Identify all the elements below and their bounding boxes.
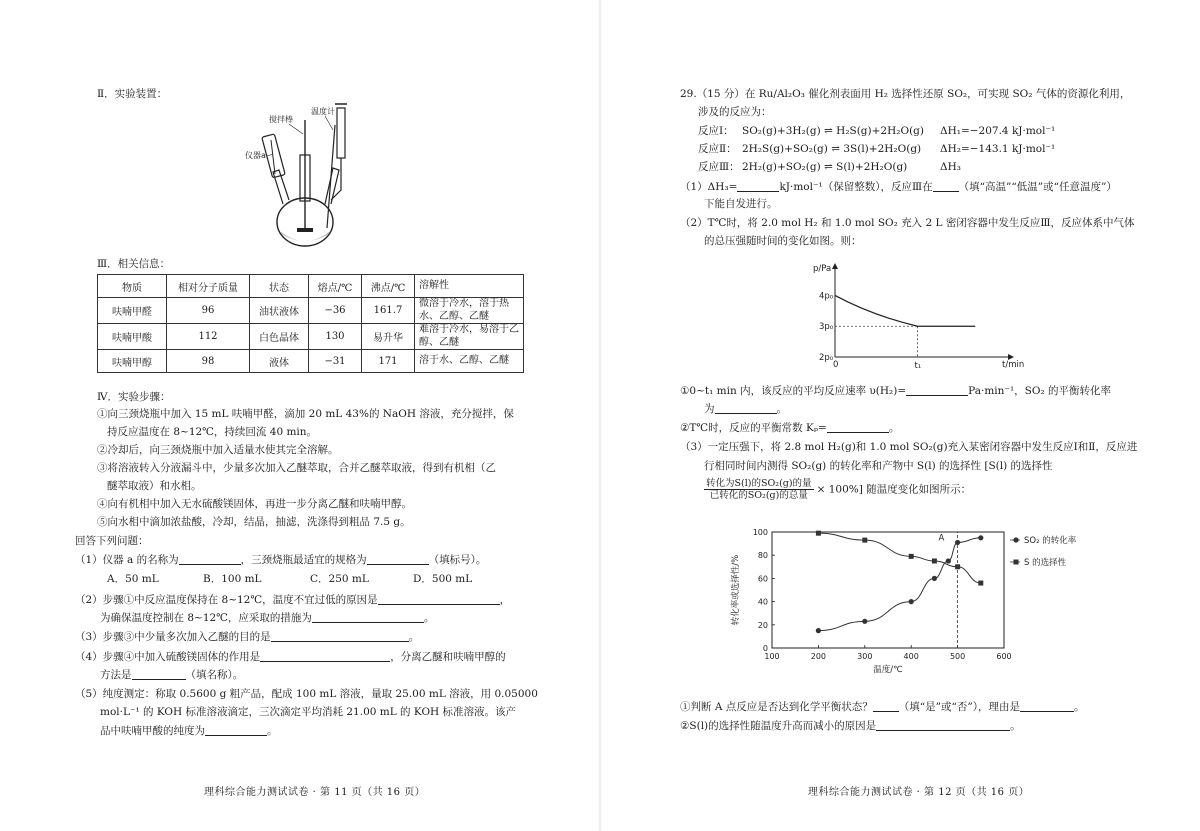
fraction-tail: × 100%] 随温度变化如图所示：: [816, 483, 972, 496]
answer-blank[interactable]: [737, 180, 779, 192]
answer-blank[interactable]: [205, 724, 267, 736]
answer-title: 回答下列问题：: [75, 535, 149, 547]
step-line: 醚萃取液）和水相。: [107, 480, 202, 492]
conversion-line: [818, 538, 980, 631]
p1-text-c: （填“高温”“低温”或“任意温度”）: [958, 181, 1117, 193]
p3q2-text: ②S(l)的选择性随温度升高而减小的原因是: [680, 720, 877, 732]
option-c: C．250 mL: [310, 573, 369, 585]
y-axis-arrow: [832, 263, 838, 269]
y-axis-label: p/Pa: [813, 264, 832, 274]
table-header-row: [98, 275, 524, 298]
selectivity-fraction: [704, 478, 971, 502]
p2q1-text: ①0~t₁ min 内，该反应的平均反应速率 υ(H₂)=: [680, 385, 907, 397]
answer-blank[interactable]: [378, 593, 500, 605]
x-tick-label: 200: [810, 652, 827, 661]
table-cell: 白色晶体: [250, 324, 309, 350]
reaction-1-enthalpy: ΔH₁=−207.4 kJ·mol⁻¹: [940, 125, 1056, 137]
p3q1-text: ①判断 A 点反应是否达到化学平衡状态？: [680, 701, 873, 713]
p2q2-text: ②T℃时，反应的平衡常数 Kₚ=: [680, 422, 827, 434]
conversion-point: [862, 619, 867, 624]
conversion-point: [909, 599, 914, 604]
x-axis-label: 温度/℃: [873, 665, 903, 675]
x-tick-label: 0: [833, 360, 839, 370]
table-cell: 98: [167, 350, 250, 373]
answer-blank[interactable]: [260, 650, 390, 662]
option-a: A．50 mL: [107, 573, 159, 585]
answer-blank[interactable]: [906, 384, 968, 396]
reaction-1-name: 反应Ⅰ：: [698, 125, 734, 137]
part-3-q2: ②S(l)的选择性随温度升高而减小的原因是 。: [680, 720, 1021, 732]
label-instrument-a: 仪器a: [245, 151, 266, 160]
p1-text: （1）ΔH₃=: [680, 181, 738, 193]
q29-intro: 29.（15 分）在 Ru/Al₂O₃ 催化剂表面用 H₂ 选择性还原 SO₂，可实现 SO₂ 气体的资源化利用，: [680, 88, 1131, 100]
answer-blank[interactable]: [367, 553, 429, 565]
part-3: （3）一定压强下，将 2.8 mol H₂(g)和 1.0 mol SO₂(g)充入某密闭容器中发生反应Ⅰ和Ⅱ，反应进: [680, 441, 1138, 453]
answer-blank[interactable]: [715, 402, 777, 414]
selectivity-point: [816, 531, 821, 536]
part-1: [680, 180, 1117, 194]
section-info-title: Ⅲ．相关信息：: [97, 258, 171, 270]
table-cell: 难溶于冷水，易溶于乙醇、乙醚: [415, 324, 524, 350]
part-2: （2）T℃时，将 2.0 mol H₂ 和 1.0 mol SO₂ 充入 2 L 密闭容器中发生反应Ⅲ，反应体系中气体: [680, 217, 1135, 229]
table-cell: −31: [309, 350, 362, 373]
table-cell: 171: [362, 350, 415, 373]
y-tick-label: 100: [752, 528, 768, 537]
x-tick-label: 100: [764, 652, 780, 661]
point-a-label: A: [938, 533, 945, 544]
selectivity-point: [932, 559, 937, 564]
reaction-1-equation: SO₂(g)+3H₂(g) ⇌ H₂S(g)+2H₂O(g): [742, 125, 924, 137]
q4-text-b: ，分离乙醚和呋喃甲醇的: [390, 651, 506, 663]
page-footer: 理科综合能力测试试卷 · 第 12 页（共 16 页）: [808, 787, 1030, 798]
option-d: D．500 mL: [413, 573, 473, 585]
y-tick-label: 0: [762, 644, 768, 653]
selectivity-point: [909, 554, 914, 559]
p2q1-text-c: 为: [704, 403, 715, 415]
step-line: ⑤向水相中滴加浓盐酸，冷却，结晶，抽滤，洗涤得到粗品 7.5 g。: [97, 516, 411, 528]
reaction-3-name: 反应Ⅲ：: [698, 161, 740, 173]
answer-blank[interactable]: [312, 611, 424, 623]
table-cell: 96: [167, 298, 250, 324]
answer-blank[interactable]: [933, 180, 959, 192]
answer-blank[interactable]: [132, 668, 186, 680]
conversion-point: [955, 540, 960, 545]
label-stirrer: 搅拌棒: [269, 115, 293, 124]
y-tick-label: 80: [757, 551, 768, 561]
reaction-2-name: 反应Ⅱ：: [698, 143, 737, 155]
pressure-curve: [835, 295, 975, 326]
q4-text-c: 方法是: [100, 669, 132, 681]
apparatus-diagram: [245, 100, 385, 250]
step-line: ③将溶液转入分液漏斗中，少量多次加入乙醚萃取，合并乙醚萃取液，得到有机相（乙: [97, 462, 496, 474]
page-footer: 理科综合能力测试试卷 · 第 11 页（共 16 页）: [204, 787, 426, 798]
y-tick-label: 2p₀: [819, 353, 834, 363]
q29-intro-2: 涉及的反应为：: [698, 106, 772, 118]
part-2-cont: 的总压强随时间的变化如图。则：: [704, 235, 862, 247]
selectivity-point: [862, 538, 867, 543]
step-line: 持反应温度在 8~12℃，持续回流 40 min。: [107, 426, 318, 438]
y-tick-label: 20: [757, 620, 768, 630]
table-header: 溶解性: [415, 275, 524, 298]
question-5: （5）纯度测定：称取 0.5600 g 粗产品，配成 100 mL 溶液，量取 25.00 mL 溶液，用 0.05000: [75, 688, 538, 700]
x-tick-label: 400: [903, 652, 919, 661]
section-steps-title: Ⅳ．实验步骤：: [97, 391, 171, 403]
part-2-q2: ②T℃时，反应的平衡常数 Kₚ= 。: [680, 422, 900, 434]
table-cell: 溶于水、乙醇、乙醚: [415, 350, 524, 373]
table-cell: 微溶于冷水，溶于热水、乙醇、乙醚: [415, 298, 524, 324]
x-tick-label: t₁: [914, 361, 922, 371]
selectivity-point: [978, 581, 983, 586]
legend-marker: [1014, 560, 1019, 565]
table-row: [98, 324, 524, 350]
selectivity-point: [955, 564, 960, 569]
answer-blank[interactable]: [179, 553, 241, 565]
conversion-point: [946, 558, 951, 563]
reaction-2-enthalpy: ΔH₂=−143.1 kJ·mol⁻¹: [940, 143, 1056, 155]
y-tick-label: 3p₀: [819, 322, 834, 333]
table-header: 熔点/℃: [309, 275, 362, 298]
conversion-point: [816, 628, 821, 633]
table-cell: 液体: [250, 350, 309, 373]
q4-text: （4）步骤④中加入硫酸镁固体的作用是: [75, 651, 261, 663]
p1-text-b: kJ·mol⁻¹（保留整数），反应Ⅲ在: [779, 181, 933, 193]
conversion-point: [932, 576, 937, 581]
option-b: B．100 mL: [203, 573, 262, 585]
x-tick-label: 300: [857, 652, 873, 661]
answer-blank[interactable]: [271, 630, 409, 642]
table-cell: 呋喃甲醇: [98, 350, 167, 373]
label-thermometer: 温度计: [311, 107, 335, 116]
legend-label: SO₂ 的转化率: [1024, 536, 1077, 546]
table-cell: 油状液体: [250, 298, 309, 324]
table-cell: 161.7: [362, 298, 415, 324]
conversion-selectivity-chart: [728, 520, 1077, 688]
question-1: [75, 553, 486, 567]
right-page: [600, 0, 1200, 831]
fraction-denominator: 已转化的SO₂(g)的总量: [709, 490, 808, 502]
part-1-cont: 下能自发进行。: [704, 198, 778, 210]
question-2: （2）步骤①中反应温度保持在 8~12℃，温度不宜过低的原因是 ，: [75, 594, 511, 606]
part-2-q1: [680, 384, 1111, 398]
q1-text: （1）仪器 a 的名称为: [75, 554, 179, 566]
answer-blank[interactable]: [876, 719, 1010, 731]
answer-blank[interactable]: [1020, 700, 1074, 712]
part-3-q1: ①判断 A 点反应是否达到化学平衡状态？ （填“是”或“否”），理由是 。: [680, 701, 1085, 713]
q5-text-c: 品中呋喃甲酸的纯度为: [100, 725, 205, 737]
conversion-point: [978, 535, 983, 540]
table-cell: −36: [309, 298, 362, 324]
reaction-3-equation: 2H₂(g)+SO₂(g) ⇌ S(l)+2H₂O(g): [742, 161, 908, 173]
section-apparatus-title: Ⅱ．实验装置：: [97, 88, 168, 100]
table-row: [98, 298, 524, 324]
answer-blank[interactable]: [827, 421, 889, 433]
p3q1-text-b: （填“是”或“否”），理由是: [898, 701, 1020, 713]
part-3-cont: 行相同时间内测得 SO₂(g) 的转化率和产物中 S(l) 的选择性 [S(l) 的选择性: [704, 460, 1053, 472]
table-cell: 112: [167, 324, 250, 350]
y-tick-label: 40: [757, 597, 768, 607]
table-header: 状态: [250, 275, 309, 298]
legend-marker: [1013, 537, 1018, 542]
part-2-q1-cont: 为 。: [704, 403, 787, 415]
table-header: 物质: [98, 275, 167, 298]
x-tick-label: 600: [996, 652, 1012, 661]
p2q1-text-b: Pa·min⁻¹，SO₂ 的平衡转化率: [968, 385, 1112, 397]
q1-text-c: （填标号）。: [428, 554, 487, 566]
question-5c: 品中呋喃甲酸的纯度为 。: [100, 725, 278, 737]
pressure-time-chart: [805, 262, 1025, 372]
step-line: ①向三颈烧瓶中加入 15 mL 呋喃甲醛，滴加 20 mL 43%的 NaOH 溶液，充分搅拌，保: [97, 408, 514, 420]
legend-label: S 的选择性: [1024, 558, 1067, 568]
q1-text-b: ，三颈烧瓶最适宜的规格为: [240, 554, 367, 566]
y-tick-label: 60: [757, 574, 768, 584]
q4-text-d: （填名称）。: [185, 669, 244, 681]
q3-text: （3）步骤③中少量多次加入乙醚的目的是: [75, 631, 271, 643]
table-cell: 呋喃甲酸: [98, 324, 167, 350]
reaction-3-enthalpy: ΔH₃: [940, 161, 961, 173]
q2-text-b: 为确保温度控制在 8~12℃，应采取的措施为: [100, 612, 312, 624]
y-axis-label: 转化率或选择性/%: [731, 554, 741, 626]
table-row: [98, 350, 524, 373]
step-line: ④向有机相中加入无水硫酸镁固体，再进一步分离乙醚和呋喃甲醇。: [97, 498, 412, 510]
reaction-2-equation: 2H₂S(g)+SO₂(g) ⇌ 3S(l)+2H₂O(g): [742, 143, 922, 155]
table-cell: 易升华: [362, 324, 415, 350]
step-line: ②冷却后，向三颈烧瓶中加入适量水使其完全溶解。: [97, 444, 339, 456]
info-table: [97, 274, 524, 373]
x-tick-label: 500: [949, 652, 966, 661]
answer-blank[interactable]: [873, 700, 899, 712]
question-2b: 为确保温度控制在 8~12℃，应采取的措施为 。: [100, 612, 435, 624]
table-header: 沸点/℃: [362, 275, 415, 298]
y-tick-label: 4p₀: [819, 291, 834, 302]
table-cell: 130: [309, 324, 362, 350]
q2-text: （2）步骤①中反应温度保持在 8~12℃，温度不宜过低的原因是: [75, 594, 378, 606]
fraction-numerator: 转化为S(l)的SO₂(g)的量: [706, 478, 812, 489]
question-4b: [100, 668, 243, 682]
plot-frame: [772, 532, 1004, 648]
question-5b: mol·L⁻¹ 的 KOH 标准溶液滴定，三次滴定平均消耗 21.00 mL 的 KOH 标准溶液。该产: [100, 706, 517, 718]
table-cell: 呋喃甲醛: [98, 298, 167, 324]
table-header: 相对分子质量: [167, 275, 250, 298]
x-axis-label: t/min: [1002, 360, 1025, 370]
question-3: （3）步骤③中少量多次加入乙醚的目的是 。: [75, 631, 420, 643]
question-4: [75, 650, 506, 664]
